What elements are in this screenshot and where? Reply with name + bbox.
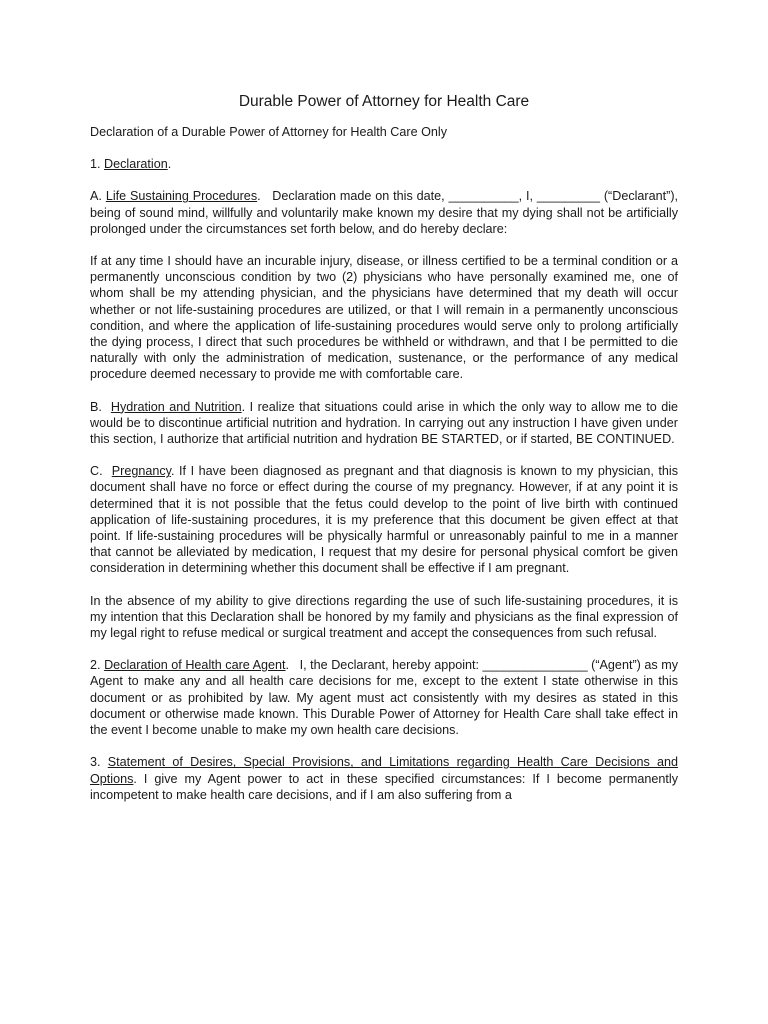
- declaration-date-field[interactable]: __________: [448, 189, 519, 204]
- paragraph-c-pregnancy: [90, 463, 678, 576]
- section-3-number: 3.: [90, 755, 101, 770]
- section-3-statement-of-desires: [90, 754, 678, 803]
- paragraph-a-heading: Life Sustaining Procedures: [105, 189, 258, 204]
- paragraph-a-life-sustaining: [90, 188, 678, 237]
- paragraph-b-hydration: [90, 399, 678, 448]
- agent-name-field[interactable]: _______________: [482, 658, 588, 673]
- paragraph-b-text: . I realize that situations could arise in which the only way to allow me to die would be to discontinue artificial nutrition and hydration. In carrying out any instruction I have given under this section, I authorize that artificial nutrition and hydration BE STARTED, or if started, BE CONTINUED.: [90, 399, 678, 447]
- document-page: [90, 92, 678, 819]
- section-2-number: 2.: [90, 658, 101, 673]
- document-subtitle: Declaration of a Durable Power of Attorney for Health Care Only: [90, 125, 447, 139]
- section-3-text: . I give my Agent power to act in these specified circumstances: If I become permanently incompetent to make health care decisions, and if I am also suffering from a: [90, 771, 678, 802]
- paragraph-a-letter: A.: [90, 189, 102, 204]
- paragraph-b-letter: B.: [90, 399, 102, 414]
- paragraph-a-text-3: (“Declarant”), being of sound mind, willfully and voluntarily make known my desire that my dying shall not be artificially prolonged under the circumstances set forth below, and do hereby declare:: [90, 189, 679, 236]
- section-2-health-care-agent: [90, 657, 678, 738]
- section-1-number: 1.: [90, 157, 101, 172]
- section-3-heading: Statement of Desires, Special Provisions, and Limitations regarding Health Care Decisions and Options: [90, 755, 679, 786]
- section-2-text-1: . I, the Declarant, hereby appoint:: [285, 658, 483, 673]
- paragraph-c-heading: Pregnancy: [111, 464, 171, 479]
- paragraph-terminal-condition: If at any time I should have an incurable injury, disease, or illness certified to be a terminal condition or a permanently unconscious condition by two (2) physicians who have personally examined me, one of whom shall be my attending physician, and the physicians have determined that my death will occur whether or not life-sustaining procedures are utilized, or that I will remain in a permanently unconscious condition, and where the application of life-sustaining procedures would serve only to prolong artificially the dying process, I direct that such procedures be withheld or withdrawn, and that I be permitted to die naturally with only the administration of medication, sustenance, or the performance of any medical procedure deemed necessary to provide me with comfortable care.: [90, 254, 678, 382]
- paragraph-c-letter: C.: [90, 464, 103, 479]
- paragraph-absence-of-ability: In the absence of my ability to give directions regarding the use of such life-sustaining procedures, it is my intention that this Declaration shall be honored by my family and physicians as the final expression of my legal right to refuse medical or surgical treatment and accept the consequences from such refusal.: [90, 593, 678, 641]
- paragraph-a-text-1: . Declaration made on this date,: [257, 189, 449, 204]
- section-1-title: Declaration: [104, 157, 168, 172]
- section-2-text-2: (“Agent”) as my Agent to make any and all health care decisions for me, except to the extent I state otherwise in this document or as prohibited by law. My agent must act consistently with my desires as stated in this document or otherwise made known. This Durable Power of Attorney for Health Care shall take effect in the event I become unable to make my own health care decisions.: [90, 658, 678, 738]
- section-1-heading: [90, 156, 678, 172]
- section-1-end: .: [167, 157, 172, 172]
- paragraph-c-text: . If I have been diagnosed as pregnant and that diagnosis is known to my physician, this document shall have no force or effect during the course of my pregnancy. However, if at any point it is determined that it is not possible that the fetus could develop to the point of live birth with continued application of life-sustaining procedures, it is my preference that this document be given effect at that point. If life-sustaining procedures will be physically harmful or unreasonably painful to me in a manner that cannot be alleviated by medication, I request that my desire for personal physical comfort be given consideration in determining whether this document shall be effective if I am pregnant.: [90, 464, 679, 576]
- paragraph-a-text-2: , I,: [518, 189, 537, 204]
- paragraph-b-heading: Hydration and Nutrition: [110, 399, 242, 414]
- declarant-name-field[interactable]: _________: [536, 189, 600, 204]
- document-title: Durable Power of Attorney for Health Care: [238, 93, 530, 110]
- section-2-heading: Declaration of Health care Agent: [104, 658, 286, 673]
